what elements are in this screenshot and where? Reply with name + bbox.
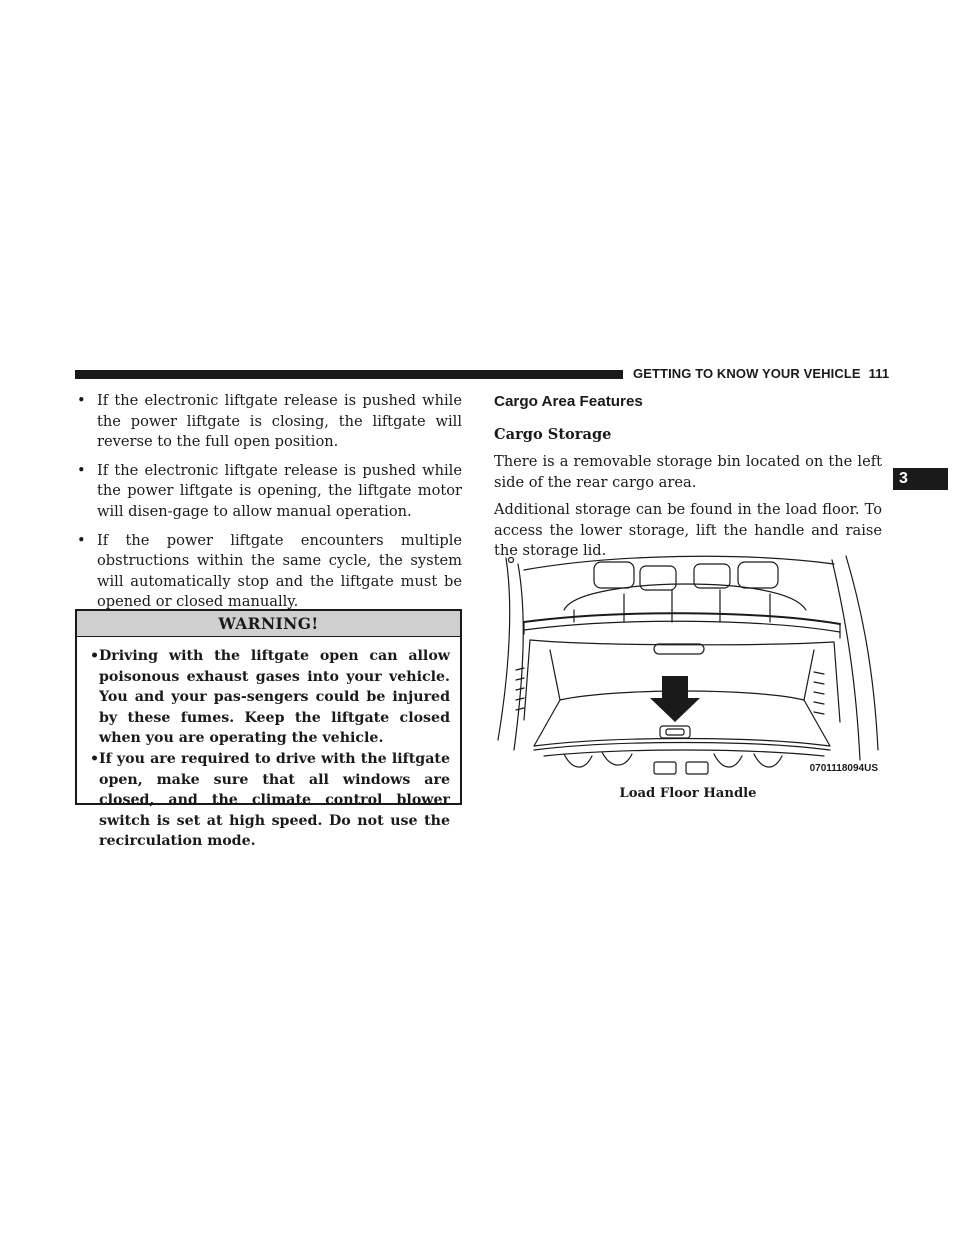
paragraph: Additional storage can be found in the load floor. To access the lower storage, lift the handle and raise the storage lid. bbox=[494, 501, 882, 560]
section-title: Cargo Area Features bbox=[494, 393, 643, 410]
bullet-icon: • bbox=[90, 648, 100, 664]
figure-code: 0701118094US bbox=[809, 763, 878, 774]
page-number: 111 bbox=[868, 366, 890, 381]
warning-body bbox=[77, 637, 460, 852]
running-header bbox=[633, 366, 889, 381]
header-title: GETTING TO KNOW YOUR VEHICLE bbox=[633, 366, 861, 381]
figure-caption: Load Floor Handle bbox=[619, 786, 757, 801]
bullet-icon: • bbox=[77, 392, 86, 409]
left-column bbox=[76, 391, 462, 621]
warning-box bbox=[75, 609, 462, 850]
chapter-tab: 3 bbox=[893, 468, 948, 490]
list-item: • If the power liftgate encounters multiple obstructions within the same cycle, the system will automatically stop and the liftgate must be opened or closed manually. bbox=[77, 531, 462, 611]
bullet-icon: • bbox=[77, 531, 86, 549]
cargo-area-illustration bbox=[494, 550, 882, 778]
list-item: • If the electronic liftgate release is pushed while the power liftgate is opening, the liftgate motor will disen-gage to allow manual operation. bbox=[77, 461, 462, 520]
right-column bbox=[494, 391, 882, 562]
warning-item: • Driving with the liftgate open can allow poisonous exhaust gases into your vehicle. You and your pas-sengers could be injured by these fumes. Keep the liftgate closed when you are operating the vehicle. bbox=[90, 648, 450, 747]
bullet-icon: • bbox=[90, 750, 100, 767]
paragraph: There is a removable storage bin located on the left side of the rear cargo area. bbox=[494, 453, 882, 491]
list-item: • If the electronic liftgate release is pushed while the power liftgate is closing, the liftgate will reverse to the full open position. bbox=[77, 392, 462, 451]
cargo-illustration-icon bbox=[494, 550, 882, 778]
header-rule bbox=[75, 370, 623, 379]
warning-title: WARNING! bbox=[77, 611, 460, 637]
subsection-title: Cargo Storage bbox=[494, 426, 612, 443]
bullet-icon: • bbox=[77, 461, 86, 479]
warning-item: • If you are required to drive with the liftgate open, make sure that all windows are closed, and the climate control blower switch is set at high speed. Do not use the recirculation mode. bbox=[90, 750, 450, 850]
